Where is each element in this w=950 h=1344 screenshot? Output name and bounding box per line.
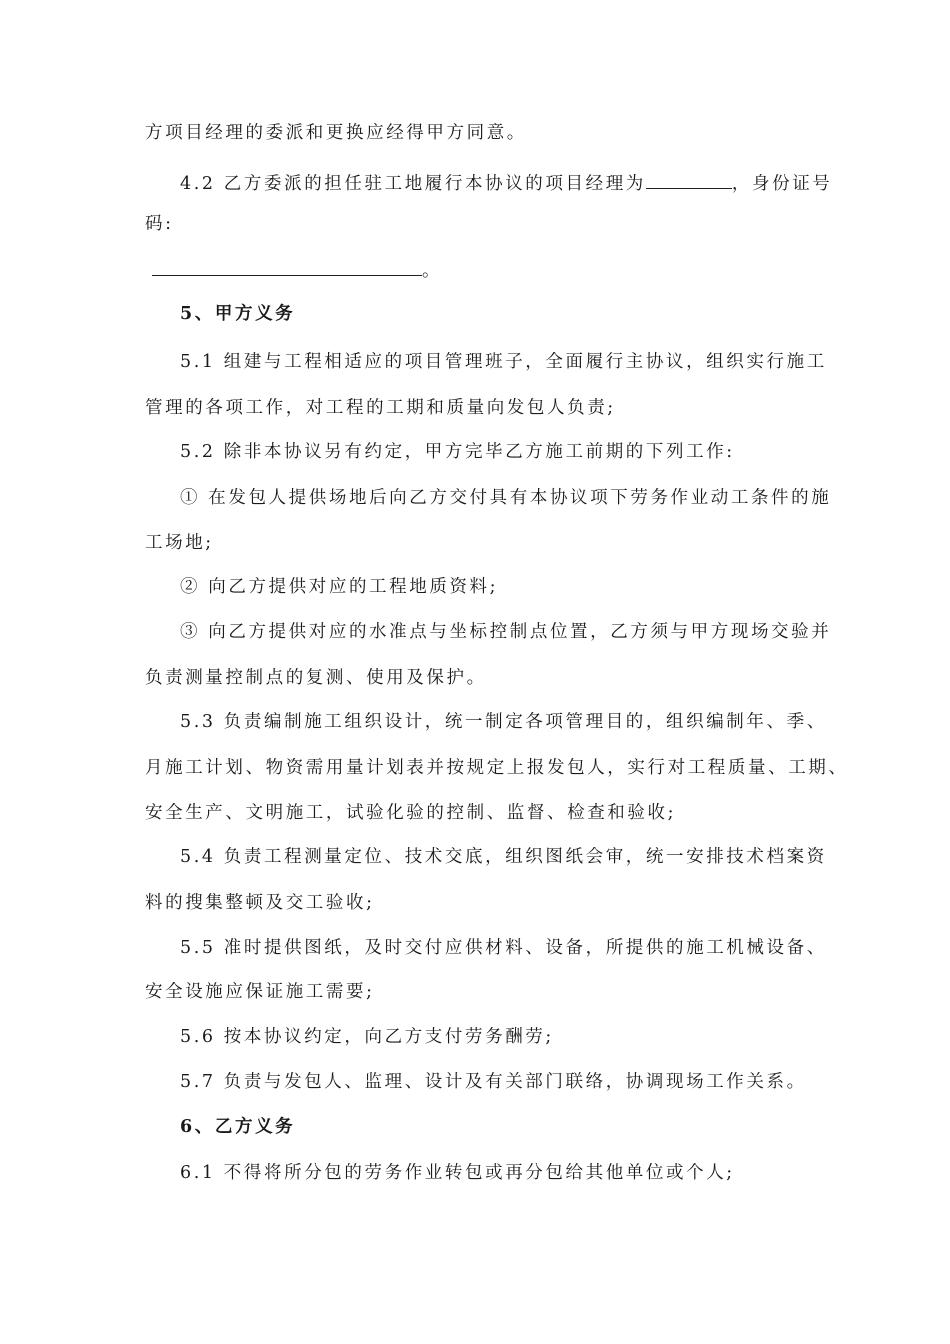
paragraph-line: 工场地; bbox=[145, 533, 214, 553]
paragraph-line: 5.4 负责工程测量定位、技术交底，组织图纸会审，统一安排技术档案资 bbox=[180, 847, 827, 867]
paragraph-line: 负责测量控制点的复测、使用及保护。 bbox=[145, 668, 487, 688]
paragraph-line: 5.5 准时提供图纸，及时交付应供材料、设备，所提供的施工机械设备、 bbox=[180, 938, 827, 958]
paragraph-line: 方项目经理的委派和更换应经得甲方同意。 bbox=[145, 123, 527, 143]
section-heading: 6、乙方义务 bbox=[180, 1117, 296, 1137]
paragraph-line: 码: bbox=[145, 214, 174, 234]
paragraph-line: 管理的各项工作，对工程的工期和质量向发包人负责; bbox=[145, 398, 616, 418]
paragraph-line: ② 向乙方提供对应的工程地质资料; bbox=[180, 577, 499, 597]
paragraph-line: ① 在发包人提供场地后向乙方交付具有本协议项下劳务作业动工条件的施 bbox=[180, 488, 832, 508]
paragraph-line: 6.1 不得将所分包的劳务作业转包或再分包给其他单位或个人; bbox=[180, 1163, 735, 1183]
paragraph-line: 5.3 负责编制施工组织设计，统一制定各项管理目的，组织编制年、季、 bbox=[180, 712, 827, 732]
paragraph-line: 安全生产、文明施工，试验化验的控制、监督、检查和验收; bbox=[145, 803, 677, 823]
paragraph-line: 月施工计划、物资需用量计划表并按规定上报发包人，实行对工程质量、工期、 bbox=[145, 758, 849, 778]
paragraph-text: 。 bbox=[422, 261, 443, 281]
fill-blank-project-manager[interactable] bbox=[646, 170, 732, 189]
paragraph-text: ，身份证号 bbox=[731, 174, 833, 194]
paragraph-line: 5.7 负责与发包人、监理、设计及有关部门联络，协调现场工作关系。 bbox=[180, 1072, 807, 1092]
fill-blank-id-number[interactable] bbox=[152, 257, 422, 276]
id-number-line bbox=[152, 257, 442, 282]
paragraph-line: 安全设施应保证施工需要; bbox=[145, 982, 375, 1002]
paragraph-line: 5.6 按本协议约定，向乙方支付劳务酬劳; bbox=[180, 1027, 554, 1047]
paragraph-line: ③ 向乙方提供对应的水准点与坐标控制点位置，乙方须与甲方现场交验并 bbox=[180, 622, 832, 642]
clause-4-2 bbox=[180, 170, 832, 195]
paragraph-line: 5.1 组建与工程相适应的项目管理班子，全面履行主协议，组织实行施工 bbox=[180, 352, 827, 372]
section-heading: 5、甲方义务 bbox=[180, 304, 296, 324]
paragraph-text: 4.2 乙方委派的担任驻工地履行本协议的项目经理为 bbox=[180, 174, 646, 194]
paragraph-line: 5.2 除非本协议另有约定，甲方完毕乙方施工前期的下列工作: bbox=[180, 442, 735, 462]
paragraph-line: 料的搜集整顿及交工验收; bbox=[145, 893, 375, 913]
